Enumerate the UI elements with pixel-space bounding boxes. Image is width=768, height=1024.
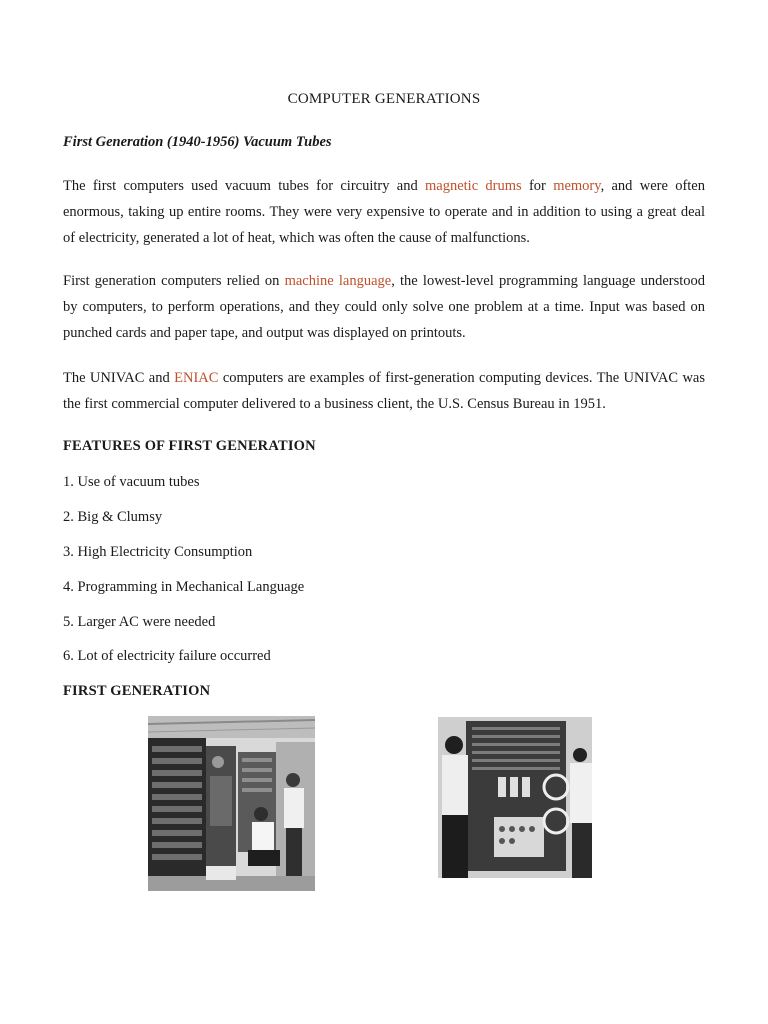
paragraph-text: for: [521, 178, 554, 194]
feature-item: 1. Use of vacuum tubes: [63, 474, 200, 490]
paragraph-text: , the lowest-level programming language understood by computers, to perform operations, and they could only solve one problem at a time. Input was based on punched cards and paper tape, and output was displayed on printouts.: [63, 273, 706, 341]
first-generation-photo-colossus: [438, 717, 592, 878]
link-magnetic-drums[interactable]: magnetic drums: [425, 178, 522, 194]
feature-item: 2. Big & Clumsy: [63, 509, 163, 525]
link-machine-language[interactable]: machine language: [284, 273, 392, 289]
page-title: COMPUTER GENERATIONS: [287, 91, 481, 107]
feature-item: 5. Larger AC were needed: [63, 614, 216, 630]
paragraph-univac: [63, 365, 705, 417]
paragraph-text: The first computers used vacuum tubes for circuitry and: [63, 178, 425, 194]
gallery-heading: FIRST GENERATION: [63, 683, 211, 699]
paragraph-machine-language: [63, 268, 705, 346]
paragraph-text: computers are examples of first-generation computing devices. The UNIVAC was the first commercial computer delivered to a business client, the U.S. Census Bureau in 1951.: [63, 370, 705, 412]
link-memory[interactable]: memory: [553, 178, 601, 194]
paragraph-text: The UNIVAC and: [63, 370, 175, 386]
features-heading: FEATURES OF FIRST GENERATION: [63, 438, 316, 454]
feature-item: 6. Lot of electricity failure occurred: [63, 648, 271, 664]
section-subtitle: First Generation (1940-1956) Vacuum Tubes: [63, 134, 332, 150]
first-generation-photo-univac: [148, 716, 315, 891]
feature-item: 3. High Electricity Consumption: [63, 544, 253, 560]
link-eniac[interactable]: ENIAC: [174, 370, 219, 386]
feature-item: 4. Programming in Mechanical Language: [63, 579, 305, 595]
paragraph-intro: [63, 173, 705, 251]
paragraph-text: First generation computers relied on: [63, 273, 285, 289]
paragraph-text: , and were often enormous, taking up entire rooms. They were very expensive to operate and in addition to using a great deal of electricity, generated a lot of heat, which was often the cause of malfunctions.: [63, 178, 705, 246]
